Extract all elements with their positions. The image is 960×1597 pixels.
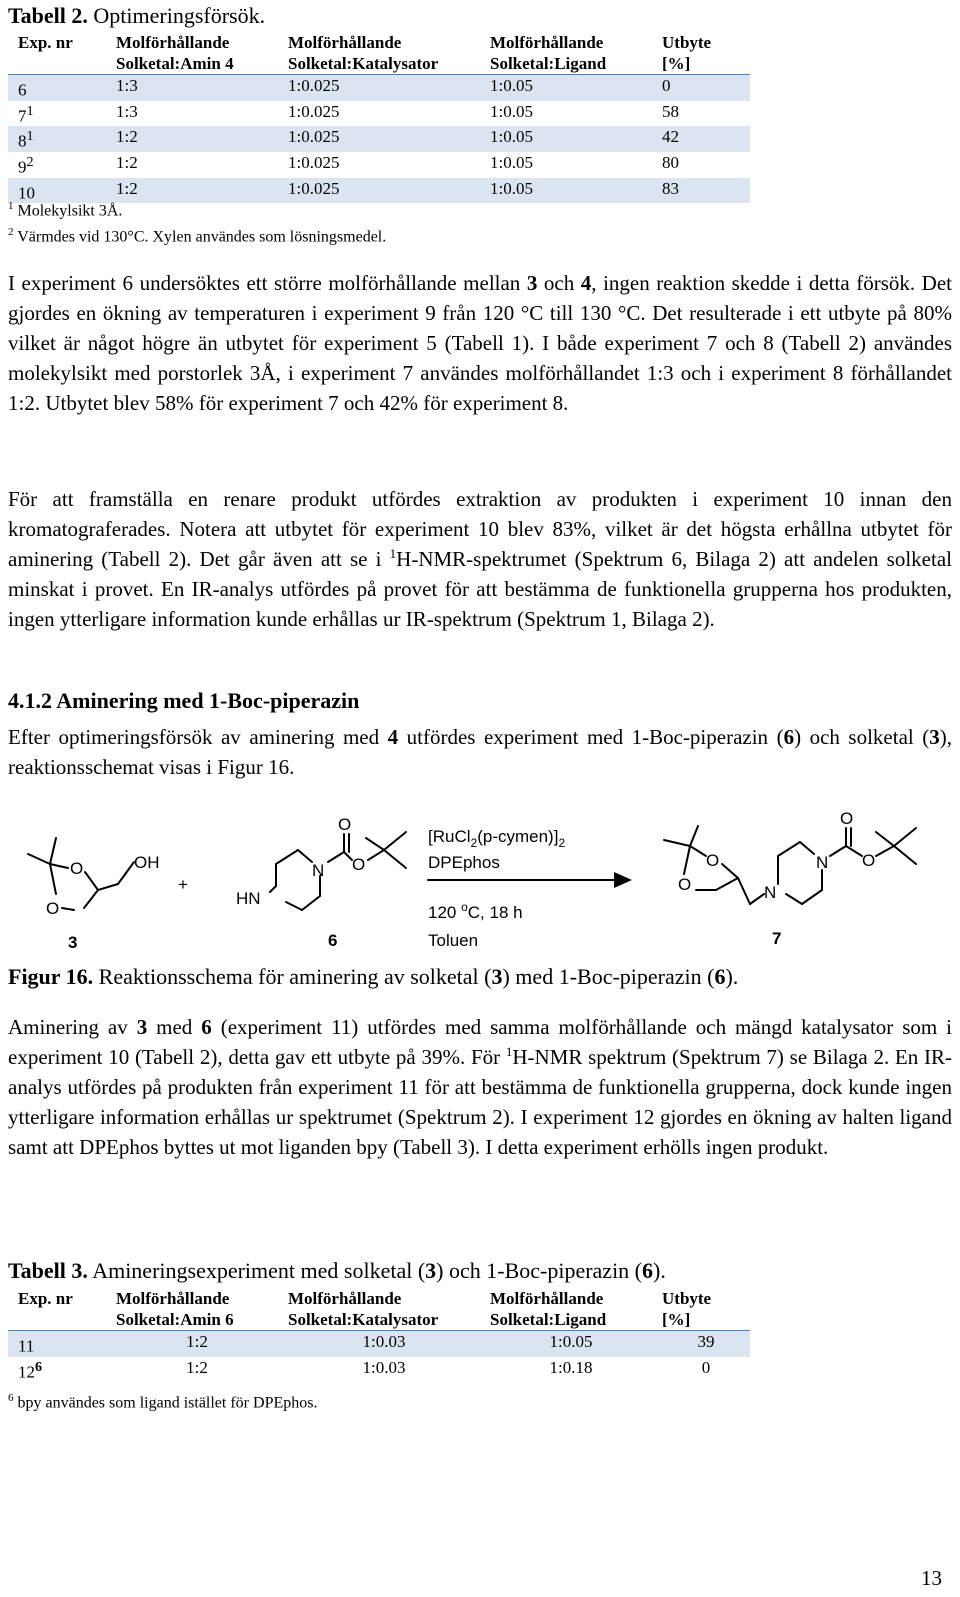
compound-label: 6 — [328, 931, 338, 950]
atom-label: HN — [236, 889, 261, 908]
table3-header-exp: Exp. nr — [18, 1289, 73, 1308]
table3-header-katalysator-2: Solketal:Katalysator — [278, 1309, 480, 1331]
solvent-label: Toluen — [428, 931, 479, 950]
compound-label: 3 — [68, 933, 78, 952]
table2-header-utbyte: Utbyte — [662, 33, 712, 52]
table2-header-ligand-2: Solketal:Ligand — [480, 53, 652, 75]
atom-label: O — [678, 875, 692, 894]
table2-header-katalysator: Molförhållande — [288, 33, 402, 52]
table2-header-amin-2: Solketal:Amin 4 — [106, 53, 278, 75]
paragraph-2: För att framställa en renare produkt utfördes extraktion av produkten i experiment 10 innan den kromatograferades. Notera att utbytet för experiment 10 blev 83%, vilket är det högsta erhållna utbytet för aminering (Tabell 2). Det går även att se i $^1$H-NMR-spektrumet (Spektrum 6, Bilaga 2) att andelen solketal minskat i provet. En IR-analys utfördes på provet för att bestämma de funktionella grupperna hos produkten, ingen ytterligare information kunde erhållas ur IR-spektrum (Spektrum 1, Bilaga 2). — [8, 487, 952, 631]
table3 — [8, 1288, 750, 1382]
atom-label: OH — [134, 853, 160, 872]
atom-label: O — [70, 859, 84, 878]
boc-piperazine-structure — [270, 832, 406, 910]
page-number: 13 — [921, 1566, 942, 1590]
table-row: $7^1$ 1:3 1:0.025 1:0.05 58 — [18, 101, 679, 126]
plus-sign: + — [178, 875, 188, 894]
atom-label: O — [862, 851, 876, 870]
atom-label: N — [312, 861, 325, 880]
atom-label: O — [840, 809, 854, 828]
atom-label: N — [816, 853, 829, 872]
table3-header-utbyte: Utbyte — [662, 1289, 712, 1308]
table2-footnote-1: $^1$ Molekylsikt 3Å. — [8, 200, 123, 220]
paragraph-4: Aminering av 3 med 6 (experiment 11) utfördes med samma molförhållande och mängd katalysator som i experiment 10 (Tabell 2), detta gav ett utbyte på 39%. För $^1$H-NMR spektrum (Spektrum 7) se Bilaga 2. En IR-analys utfördes på produkten från experiment 11 för att bestämma de funktionella grupperna, dock kunde ingen ytterligare information erhållas ur spektrumet (Spektrum 2). I experiment 12 gjordes en ökning av halten ligand samt att DPEphos byttes ut mot liganden bpy (Tabell 3). I detta experiment erhölls ingen produkt. — [8, 1015, 952, 1159]
atom-label: O — [352, 855, 366, 874]
atom-label: O — [338, 815, 352, 834]
temperature-label: 120 $^o$C, 18 h — [428, 900, 523, 922]
table-row: $12^6$ 1:2 1:0.03 1:0.18 0 — [18, 1357, 711, 1382]
table-row: 11 1:2 1:0.03 1:0.05 39 — [8, 1331, 750, 1357]
arrow-head — [614, 872, 632, 888]
table-row: 6 1:3 1:0.025 1:0.05 0 — [8, 75, 750, 101]
table3-header-utbyte-2: [%] — [652, 1309, 750, 1331]
atom-label: O — [706, 851, 720, 870]
table-row: 10 1:2 1:0.025 1:0.05 83 — [8, 178, 750, 204]
table3-header-exp-2 — [8, 1309, 106, 1331]
table2-header-utbyte-2: [%] — [652, 53, 750, 75]
section-heading: 4.1.2 Aminering med 1-Boc-piperazin — [8, 688, 360, 713]
table3-header-ligand-2: Solketal:Ligand — [480, 1309, 652, 1331]
table-row: $9^2$ 1:2 1:0.025 1:0.05 80 — [18, 152, 679, 177]
figure16-caption: Figur 16. Reaktionsschema för aminering av solketal (3) med 1-Boc-piperazin (6). — [8, 964, 739, 989]
table3-header-katalysator: Molförhållande — [288, 1289, 402, 1308]
compound-label: 7 — [772, 929, 782, 948]
table2-header-exp: Exp. nr — [18, 33, 73, 52]
table2-header-ligand: Molförhållande — [490, 33, 604, 52]
atom-label: O — [46, 899, 60, 918]
table3-header-amin-2: Solketal:Amin 6 — [106, 1309, 278, 1331]
table3-header-ligand: Molförhållande — [490, 1289, 604, 1308]
table2-header-katalysator-2: Solketal:Katalysator — [278, 53, 480, 75]
table3-caption: Tabell 3. Amineringsexperiment med solketal (3) och 1-Boc-piperazin (6). — [8, 1258, 666, 1283]
table2-footnote-2: $^2$ Värmdes vid 130°C. Xylen användes som lösningsmedel. — [8, 226, 387, 246]
paragraph-3: Efter optimeringsförsök av aminering med 4 utfördes experiment med 1-Boc-piperazin (6) och solketal (3), reaktionsschemat visas i Figur 16. — [8, 725, 952, 779]
table2-header-amin: Molförhållande — [116, 33, 230, 52]
table3-header-amin: Molförhållande — [116, 1289, 230, 1308]
table3-footnote: $^6$ bpy användes som ligand istället för DPEphos. — [8, 1392, 318, 1412]
table-row: $8^1$ 1:2 1:0.025 1:0.05 42 — [8, 126, 750, 152]
table2-caption: Tabell 2. Optimeringsförsök. — [8, 3, 266, 28]
paragraph-1: I experiment 6 undersöktes ett större molförhållande mellan 3 och 4, ingen reaktion skedde i detta försök. Det gjordes en ökning av temperaturen i experiment 9 från 120 °C till 130 °C. Det resulterade i ett utbyte på 80% vilket är något högre än utbytet för experiment 5 (Tabell 1). I både experiment 7 och 8 (Tabell 2) användes molekylsikt med porstorlek 3Å, i experiment 7 användes molförhållandet 1:3 och i experiment 8 förhållandet 1:2. Utbytet blev 58% för experiment 7 och 42% för experiment 8. — [8, 271, 952, 415]
product-structure — [664, 826, 916, 904]
atom-label: N — [764, 883, 777, 902]
ligand-label: DPEphos — [428, 853, 500, 872]
catalyst-label: $[RuCl_2(p-cymen)]_2$ — [428, 827, 566, 850]
